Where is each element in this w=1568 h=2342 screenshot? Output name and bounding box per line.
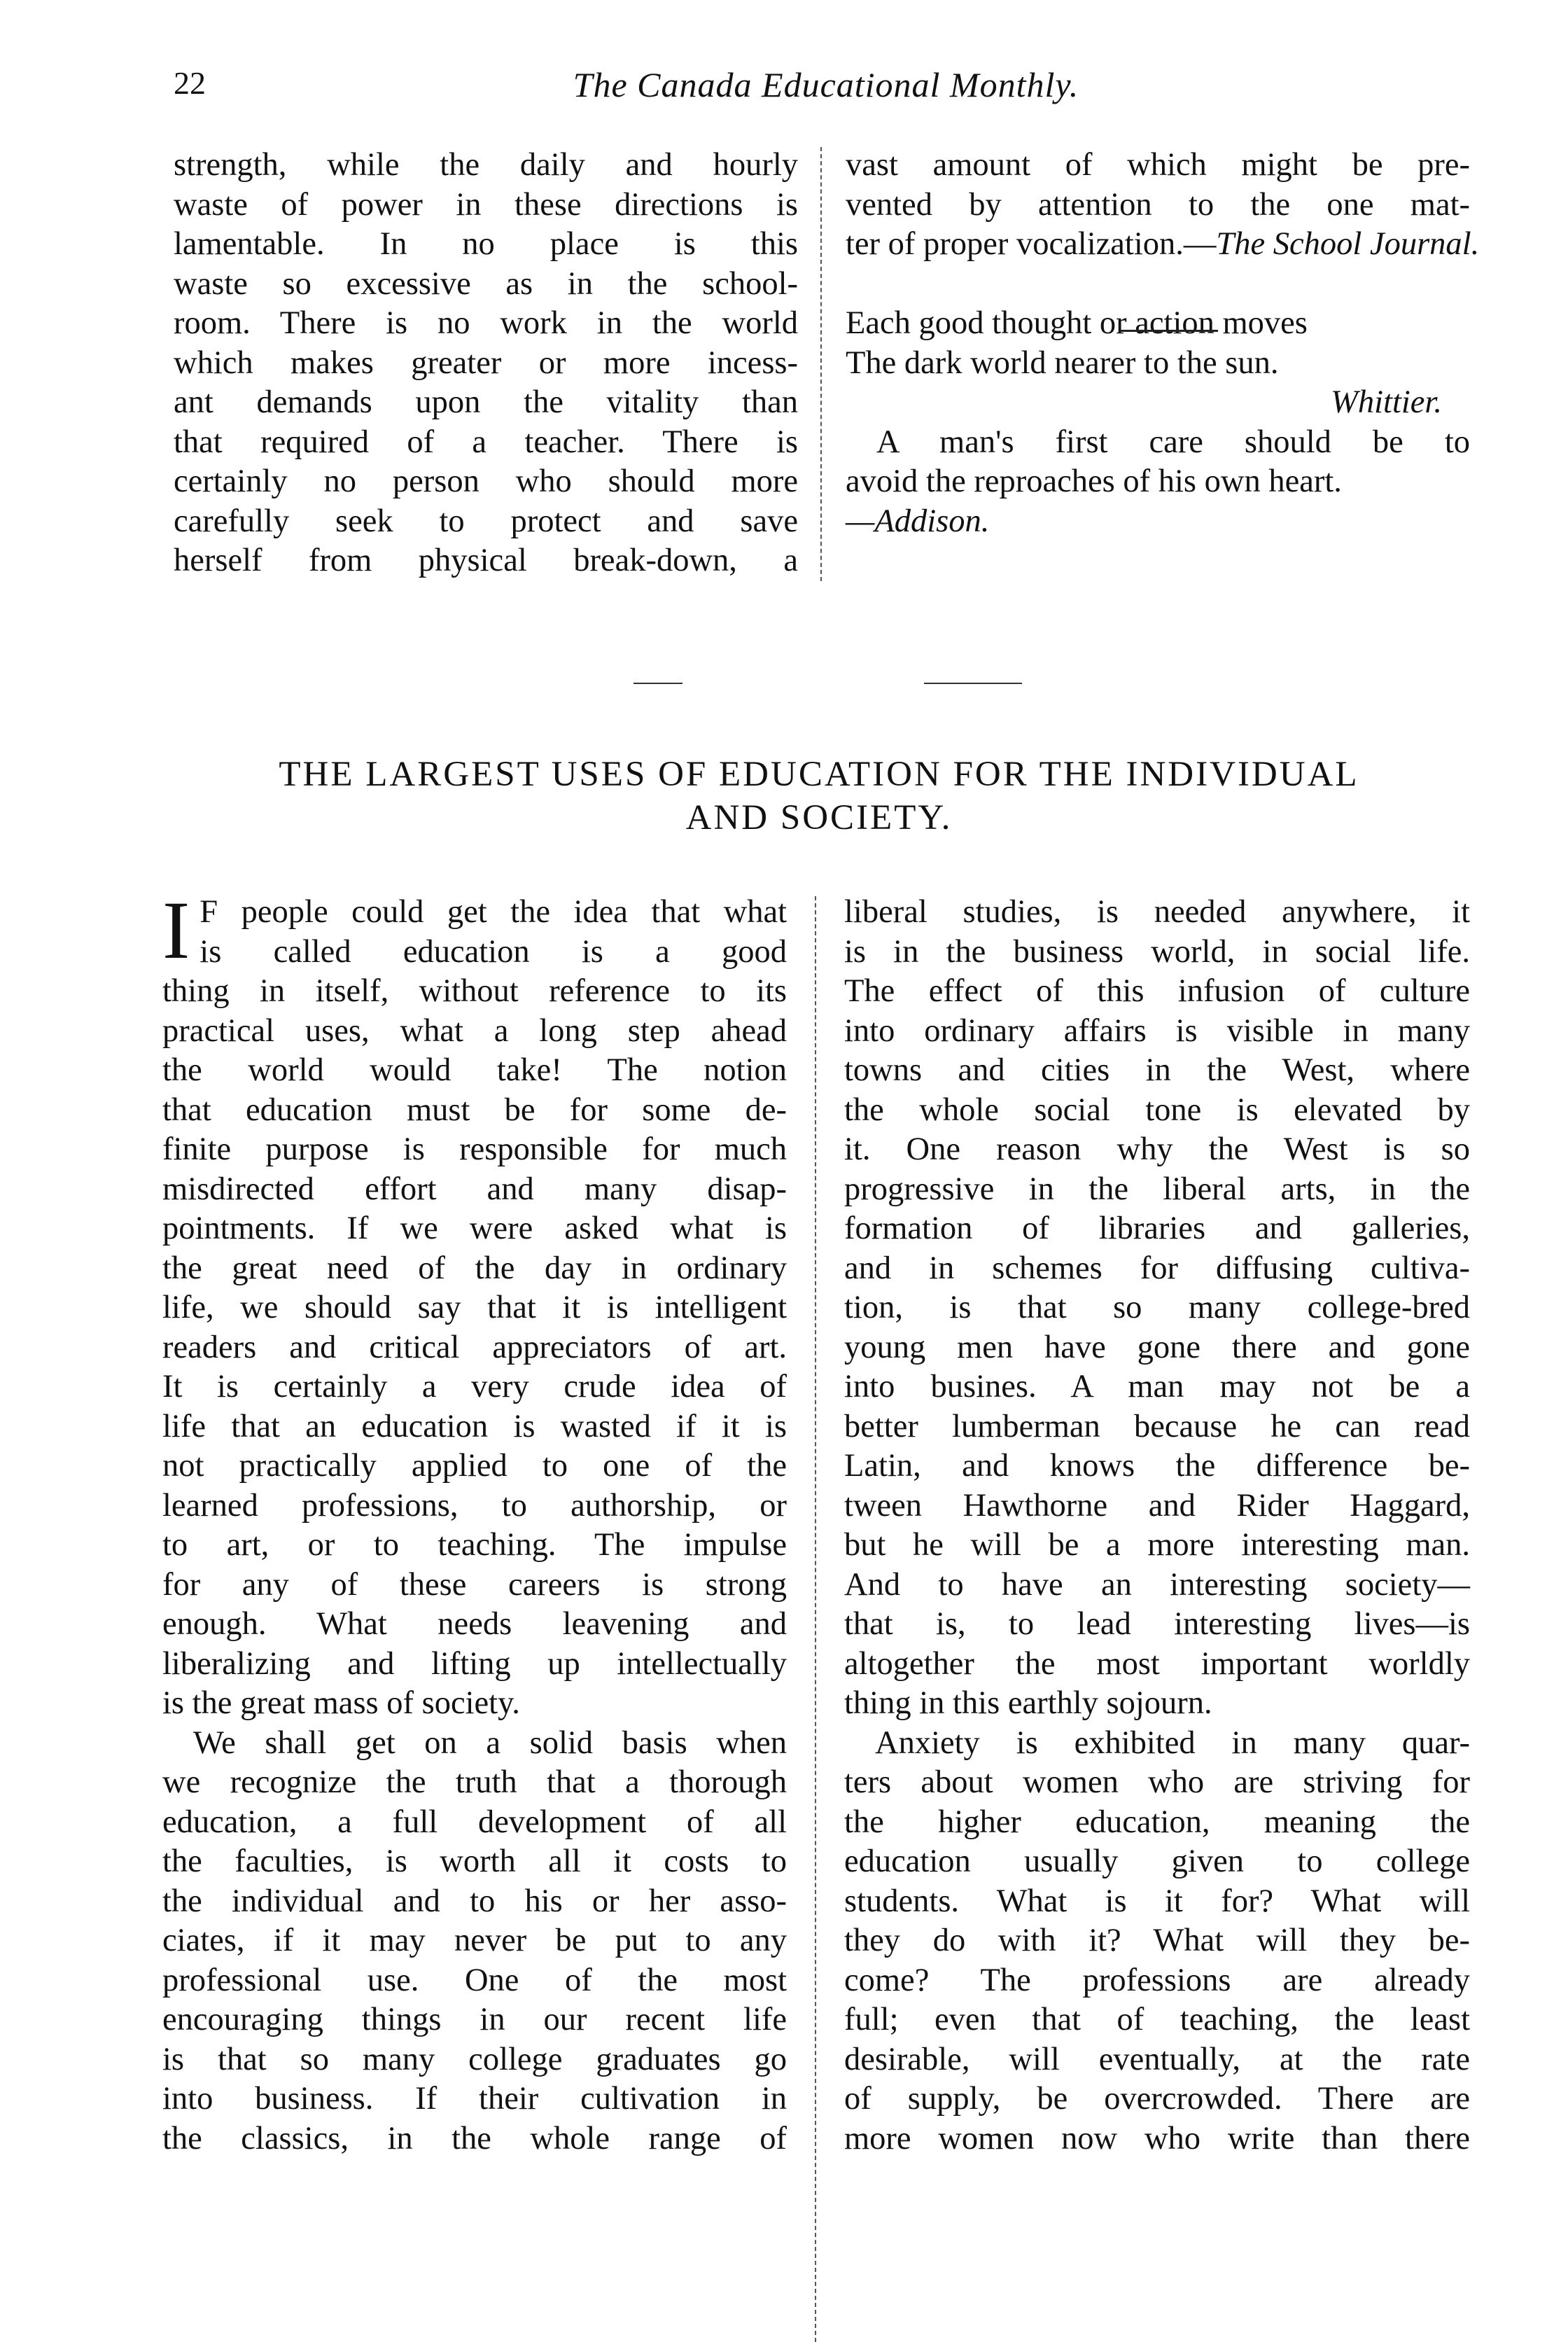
quote-author: Whittier.	[1331, 384, 1442, 420]
text-line: the higher education, meaning the	[844, 1804, 1470, 1840]
text-line: the classics, in the whole range of	[162, 2120, 787, 2156]
text-line-part: ter of proper vocalization.—	[846, 226, 1217, 262]
text-line: finite purpose is responsible for much	[162, 1131, 787, 1167]
text-line: young men have gone there and gone	[844, 1329, 1470, 1365]
top-left-column	[174, 146, 798, 581]
text-line: is that so many college graduates go	[162, 2041, 787, 2077]
text-line: is the great mass of society.	[162, 1685, 520, 1721]
text-line: students. What is it for? What will	[844, 1883, 1470, 1919]
text-line: is called education is a good	[200, 933, 787, 970]
text-line: professional use. One of the most	[162, 1962, 787, 1998]
text-line: certainly no person who should more	[174, 463, 798, 499]
text-line: education, a full development of all	[162, 1804, 787, 1840]
text-line: thing in this earthly sojourn.	[844, 1685, 1212, 1721]
text-line: strength, while the daily and hourly	[174, 147, 798, 183]
text-line: enough. What needs leavening and	[162, 1606, 787, 1642]
page-number: 22	[174, 65, 206, 101]
text-line: not practically applied to one of the	[162, 1448, 787, 1484]
text-line: thing in itself, without reference to its	[162, 973, 787, 1009]
text-line: liberalizing and lifting up intellectually	[162, 1645, 787, 1682]
text-line: is in the business world, in social life.	[844, 933, 1470, 970]
text-line: that education must be for some de-	[162, 1092, 787, 1128]
quote-line: avoid the reproaches of his own heart.	[846, 463, 1342, 499]
text-line: altogether the most important worldly	[844, 1645, 1470, 1682]
text-line: carefully seek to protect and save	[174, 503, 798, 539]
text-line: vast amount of which might be pre-	[846, 147, 1470, 183]
text-line: which makes greater or more incess-	[174, 344, 798, 381]
text-line: come? The professions are already	[844, 1962, 1470, 1998]
column-rule	[815, 896, 816, 2342]
text-line: they do with it? What will they be-	[844, 1923, 1470, 1958]
text-line: the faculties, is worth all it costs to	[162, 1843, 787, 1879]
text-line: herself from physical break-down, a	[174, 543, 798, 578]
text-line: full; even that of teaching, the least	[844, 2002, 1470, 2037]
text-line: pointments. If we were asked what is	[162, 1211, 787, 1246]
text-line: ters about women who are striving for	[844, 1764, 1470, 1800]
text-line	[846, 265, 1470, 305]
text-line: life that an education is wasted if it is	[162, 1408, 787, 1444]
quote-line: A man's first care should be to	[876, 424, 1470, 460]
text-line: It is certainly a very crude idea of	[162, 1369, 787, 1404]
text-line: liberal studies, is needed anywhere, it	[844, 894, 1470, 930]
text-line: progressive in the liberal arts, in the	[844, 1171, 1470, 1207]
text-line: the individual and to his or her asso-	[162, 1883, 787, 1919]
text-line: that required of a teacher. There is	[174, 424, 798, 460]
text-line: the whole social tone is elevated by	[844, 1092, 1470, 1128]
text-line: ant demands upon the vitality than	[174, 384, 798, 420]
text-line: tion, is that so many college-bred	[844, 1290, 1470, 1325]
text-line: of supply, be overcrowded. There are	[844, 2081, 1470, 2117]
text-line: The effect of this infusion of culture	[844, 973, 1470, 1009]
drop-cap: I	[162, 884, 190, 976]
text-line: towns and cities in the West, where	[844, 1052, 1470, 1088]
article-title	[161, 753, 1477, 839]
text-line: encouraging things in our recent life	[162, 2002, 787, 2037]
text-line: into ordinary affairs is visible in many	[844, 1012, 1470, 1049]
text-line: readers and critical appreciators of art.	[162, 1329, 787, 1365]
text-line: waste so excessive as in the school-	[174, 265, 798, 302]
text-line: but he will be a more interesting man.	[844, 1527, 1470, 1563]
text-line: F people could get the idea that what	[200, 894, 787, 930]
quote-line: Each good thought or action moves	[846, 305, 1308, 341]
text-line: education usually given to college	[844, 1843, 1470, 1879]
text-line: vented by attention to the one mat-	[846, 186, 1470, 223]
text-line: life, we should say that it is intelligent	[162, 1290, 787, 1325]
text-line: more women now who write than there	[844, 2120, 1470, 2156]
quote-line: The dark world nearer to the sun.	[846, 344, 1279, 381]
text-line: and in schemes for diffusing cultiva-	[844, 1250, 1470, 1286]
quote-author: —Addison.	[846, 503, 990, 539]
text-line: formation of libraries and galleries,	[844, 1211, 1470, 1246]
text-line: misdirected effort and many disap-	[162, 1171, 787, 1207]
text-line: tween Hawthorne and Rider Haggard,	[844, 1487, 1470, 1524]
text-line: the world would take! The notion	[162, 1052, 787, 1088]
source-citation: The School Journal.	[1216, 226, 1480, 262]
article-left-column	[162, 884, 787, 2159]
text-line: we recognize the truth that a thorough	[162, 1764, 787, 1800]
page-header	[0, 64, 1568, 113]
text-line: better lumberman because he can read	[844, 1408, 1470, 1444]
text-line: that is, to lead interesting lives—is	[844, 1606, 1470, 1642]
article-right-column	[844, 893, 1470, 2159]
text-line: practical uses, what a long step ahead	[162, 1012, 787, 1049]
text-line: into busines. A man may not be a	[844, 1369, 1470, 1404]
text-line: to art, or to teaching. The impulse	[162, 1527, 787, 1563]
text-line: desirable, will eventually, at the rate	[844, 2041, 1470, 2077]
text-line: learned professions, to authorship, or	[162, 1487, 787, 1524]
text-line: ciates, if it may never be put to any	[162, 1923, 787, 1958]
article-title-line: AND SOCIETY.	[685, 798, 953, 837]
text-line: And to have an interesting society—	[844, 1566, 1470, 1603]
text-line: waste of power in these directions is	[174, 186, 798, 223]
text-line: room. There is no work in the world	[174, 305, 798, 341]
text-line: Anxiety is exhibited in many quar-	[875, 1724, 1470, 1761]
text-line: for any of these careers is strong	[162, 1566, 787, 1603]
text-line: Latin, and knows the difference be-	[844, 1448, 1470, 1484]
text-line: We shall get on a solid basis when	[193, 1724, 787, 1761]
running-title: The Canada Educational Monthly.	[573, 65, 1079, 104]
column-rule	[820, 147, 822, 581]
text-line: into business. If their cultivation in	[162, 2081, 787, 2117]
section-divider	[634, 683, 682, 684]
text-line	[846, 225, 1480, 265]
quote-separator-rule	[1120, 330, 1218, 332]
text-line: the great need of the day in ordinary	[162, 1250, 787, 1286]
text-line: it. One reason why the West is so	[844, 1131, 1470, 1167]
text-line: lamentable. In no place is this	[174, 226, 798, 262]
article-title-line: THE LARGEST USES OF EDUCATION FOR THE INDIVIDUAL	[279, 755, 1359, 794]
top-right-column	[846, 146, 1480, 541]
section-divider	[924, 683, 1022, 684]
